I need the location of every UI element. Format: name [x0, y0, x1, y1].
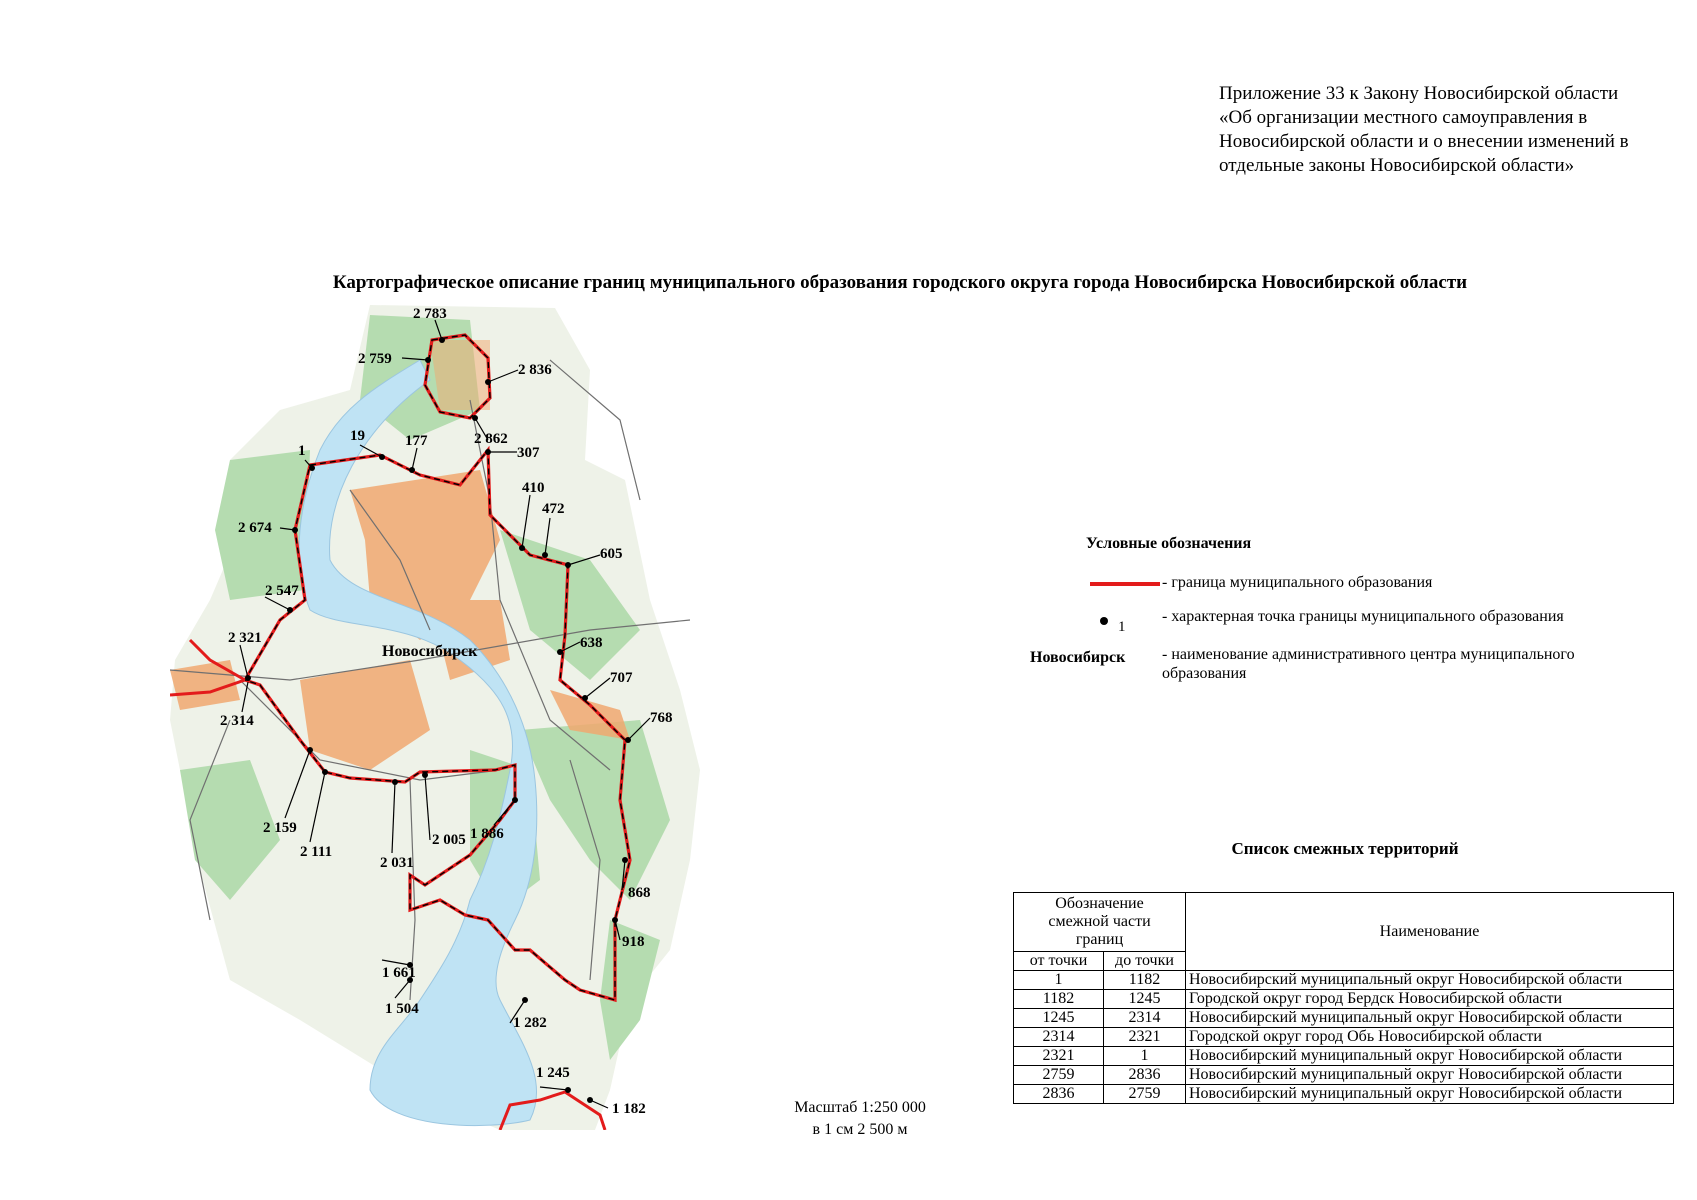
legend-boundary-text: - граница муниципального образования [1162, 574, 1433, 591]
point-label: 410 [522, 480, 545, 496]
cell-to: 2321 [1104, 1028, 1186, 1047]
map[interactable] [170, 300, 790, 1130]
cell-to: 2759 [1104, 1085, 1186, 1104]
scale-ratio: Масштаб 1:250 000 [794, 1099, 926, 1116]
point-label: 1 661 [382, 965, 416, 981]
table-row [1014, 1028, 1674, 1047]
cell-name: Городской округ город Бердск Новосибирской области [1186, 990, 1674, 1009]
legend-point-text: - характерная точка границы муниципального образования [1162, 608, 1564, 625]
point-label: 2 783 [413, 306, 447, 322]
cell-to: 1182 [1104, 971, 1186, 990]
annex-line: Новосибирской области и о внесении изменений в [1219, 131, 1629, 152]
cell-name: Новосибирский муниципальный округ Новосибирской области [1186, 1085, 1674, 1104]
cell-name: Новосибирский муниципальный округ Новосибирской области [1186, 1047, 1674, 1066]
point-label: 1 182 [612, 1101, 646, 1117]
table-row [1014, 1009, 1674, 1028]
cell-from: 1245 [1014, 1009, 1104, 1028]
scale-block [770, 1097, 950, 1141]
cell-from: 2314 [1014, 1028, 1104, 1047]
cell-to: 1 [1104, 1047, 1186, 1066]
table-row [1014, 971, 1674, 990]
cell-from: 2836 [1014, 1085, 1104, 1104]
point-label: 307 [517, 445, 540, 461]
annex-line: «Об организации местного самоуправления в [1219, 107, 1588, 128]
point-label: 2 111 [300, 844, 333, 860]
cell-from: 1 [1014, 971, 1104, 990]
cell-from: 2759 [1014, 1066, 1104, 1085]
header-from: от точки [1014, 952, 1104, 971]
map-title: Картографическое описание границ муниципального образования городского округа города Новосибирска Новосибирской области [332, 272, 1468, 293]
cell-name: Новосибирский муниципальный округ Новосибирской области [1186, 1066, 1674, 1085]
legend-boundary-symbol [1090, 582, 1160, 586]
point-label: 177 [405, 433, 428, 449]
legend-title: Условные обозначения [1086, 535, 1252, 552]
table-header-row [1014, 893, 1674, 952]
point-label: 19 [350, 428, 365, 444]
point-label: 1 282 [513, 1015, 547, 1031]
adjacent-table [1013, 892, 1674, 1104]
point-label: 638 [580, 635, 603, 651]
cell-from: 2321 [1014, 1047, 1104, 1066]
table-row [1014, 1085, 1674, 1104]
cell-name: Городской округ город Обь Новосибирской области [1186, 1028, 1674, 1047]
point-label: 2 862 [474, 431, 508, 447]
cell-name: Новосибирский муниципальный округ Новосибирской области [1186, 1009, 1674, 1028]
point-label: 2 005 [432, 832, 466, 848]
city-label: Новосибирск [382, 643, 478, 660]
legend-point-symbol [1100, 617, 1108, 625]
point-label: 1 [298, 443, 306, 459]
point-label: 868 [628, 885, 651, 901]
point-label: 1 504 [385, 1001, 419, 1017]
point-label: 605 [600, 546, 623, 562]
point-label: 2 759 [358, 351, 392, 367]
point-label: 472 [542, 501, 565, 517]
annex-line: отдельные законы Новосибирской области» [1219, 155, 1575, 176]
point-label: 2 314 [220, 713, 254, 729]
point-label: 2 836 [518, 362, 552, 378]
adjacent-list-title: Список смежных территорий [1231, 839, 1459, 858]
header-to: до точки [1104, 952, 1186, 971]
legend-city-sample: Новосибирск [1030, 649, 1126, 666]
header-group: Обозначение смежной части границ [1014, 893, 1186, 952]
point-label: 2 547 [265, 583, 299, 599]
header-name: Наименование [1186, 893, 1674, 971]
table-row [1014, 1047, 1674, 1066]
cell-to: 1245 [1104, 990, 1186, 1009]
table-row [1014, 1066, 1674, 1085]
scale-distance: в 1 см 2 500 м [812, 1121, 908, 1138]
cell-to: 2836 [1104, 1066, 1186, 1085]
cell-from: 1182 [1014, 990, 1104, 1009]
point-label: 2 321 [228, 630, 262, 646]
table-row [1014, 990, 1674, 1009]
point-label: 2 159 [263, 820, 297, 836]
cell-to: 2314 [1104, 1009, 1186, 1028]
cell-name: Новосибирский муниципальный округ Новосибирской области [1186, 971, 1674, 990]
annex-header [1219, 82, 1652, 178]
point-label: 2 674 [238, 520, 272, 536]
annex-line: Приложение 33 к Закону Новосибирской области [1219, 83, 1619, 104]
legend-city-text: - наименование административного центра муниципального образования [1162, 646, 1575, 682]
point-label: 1 886 [470, 826, 504, 842]
point-label: 1 245 [536, 1065, 570, 1081]
point-label: 707 [610, 670, 633, 686]
point-label: 2 031 [380, 855, 414, 871]
point-label: 768 [650, 710, 673, 726]
legend-point-number: 1 [1118, 619, 1126, 635]
point-label: 918 [622, 934, 645, 950]
